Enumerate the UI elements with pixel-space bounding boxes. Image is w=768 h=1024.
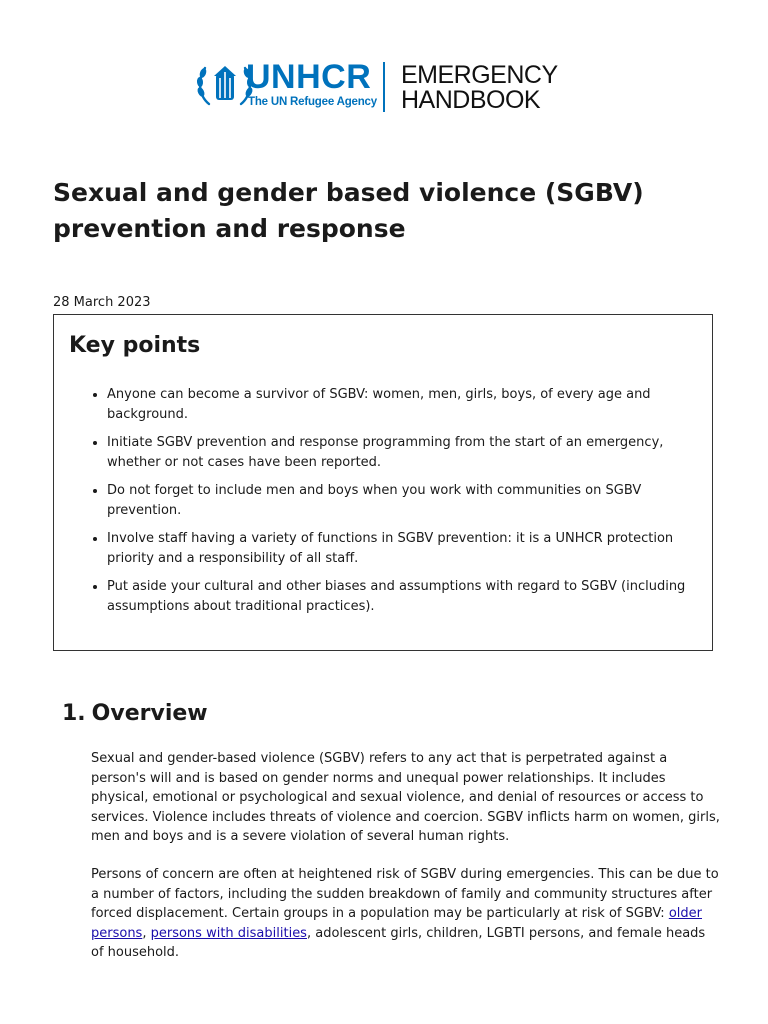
publish-date: 28 March 2023 (53, 295, 151, 310)
key-points-box (53, 314, 713, 651)
handbook-title-line2: HANDBOOK (401, 86, 541, 114)
handbook-title-line1: EMERGENCY (401, 61, 558, 89)
persons-with-disabilities-link[interactable]: persons with disabilities (150, 925, 307, 941)
key-points-heading: Key points (69, 333, 201, 358)
key-point-item: • Initiate SGBV prevention and response programming from the start of an emergency, whether or not cases have been reported. (107, 433, 697, 472)
section-title-text: Overview (91, 701, 208, 726)
header-divider (383, 62, 385, 112)
org-subtitle: The UN Refugee Agency (248, 96, 377, 108)
key-point-item: • Do not forget to include men and boys when you work with communities on SGBV prevention. (107, 481, 697, 520)
key-point-item: • Involve staff having a variety of functions in SGBV prevention: it is a UNHCR protection priority and a responsibility of all staff. (107, 529, 697, 568)
older-persons-link[interactable]: older persons (91, 906, 702, 941)
key-point-item: • Put aside your cultural and other biases and assumptions with regard to SGBV (including assumptions about traditional practices). (107, 577, 697, 616)
header (0, 56, 768, 116)
page-title: Sexual and gender based violence (SGBV) prevention and response (53, 178, 644, 243)
overview-paragraph-2 (91, 865, 721, 963)
key-point-item: • Anyone can become a survivor of SGBV: women, men, girls, boys, of every age and background. (107, 385, 697, 424)
overview-heading (62, 701, 208, 726)
org-logotype: UNHCR (246, 58, 372, 96)
overview-paragraph-1: Sexual and gender-based violence (SGBV) refers to any act that is perpetrated against a person's will and is based on gender norms and unequal power relationships. It includes physical, emotional or psychological and sexual violence, and denial of resources or access to services. Violence includes threats of violence and coercion. SGBV inflicts harm on women, girls, men and boys and is a severe violation of several human rights. (91, 751, 720, 844)
paragraph-text: Persons of concern are often at heightened risk of SGBV during emergencies. This can be due to a number of factors, including the sudden breakdown of family and community structures after forced displacement. Certain groups in a population may be particularly at risk of SGBV: (91, 867, 719, 921)
section-number: 1. (62, 701, 86, 726)
paragraph-separator: , (142, 925, 151, 941)
paragraph-text-end: , adolescent girls, children, LGBTI persons, and female heads of household. (91, 925, 706, 960)
key-points-list (90, 385, 697, 625)
